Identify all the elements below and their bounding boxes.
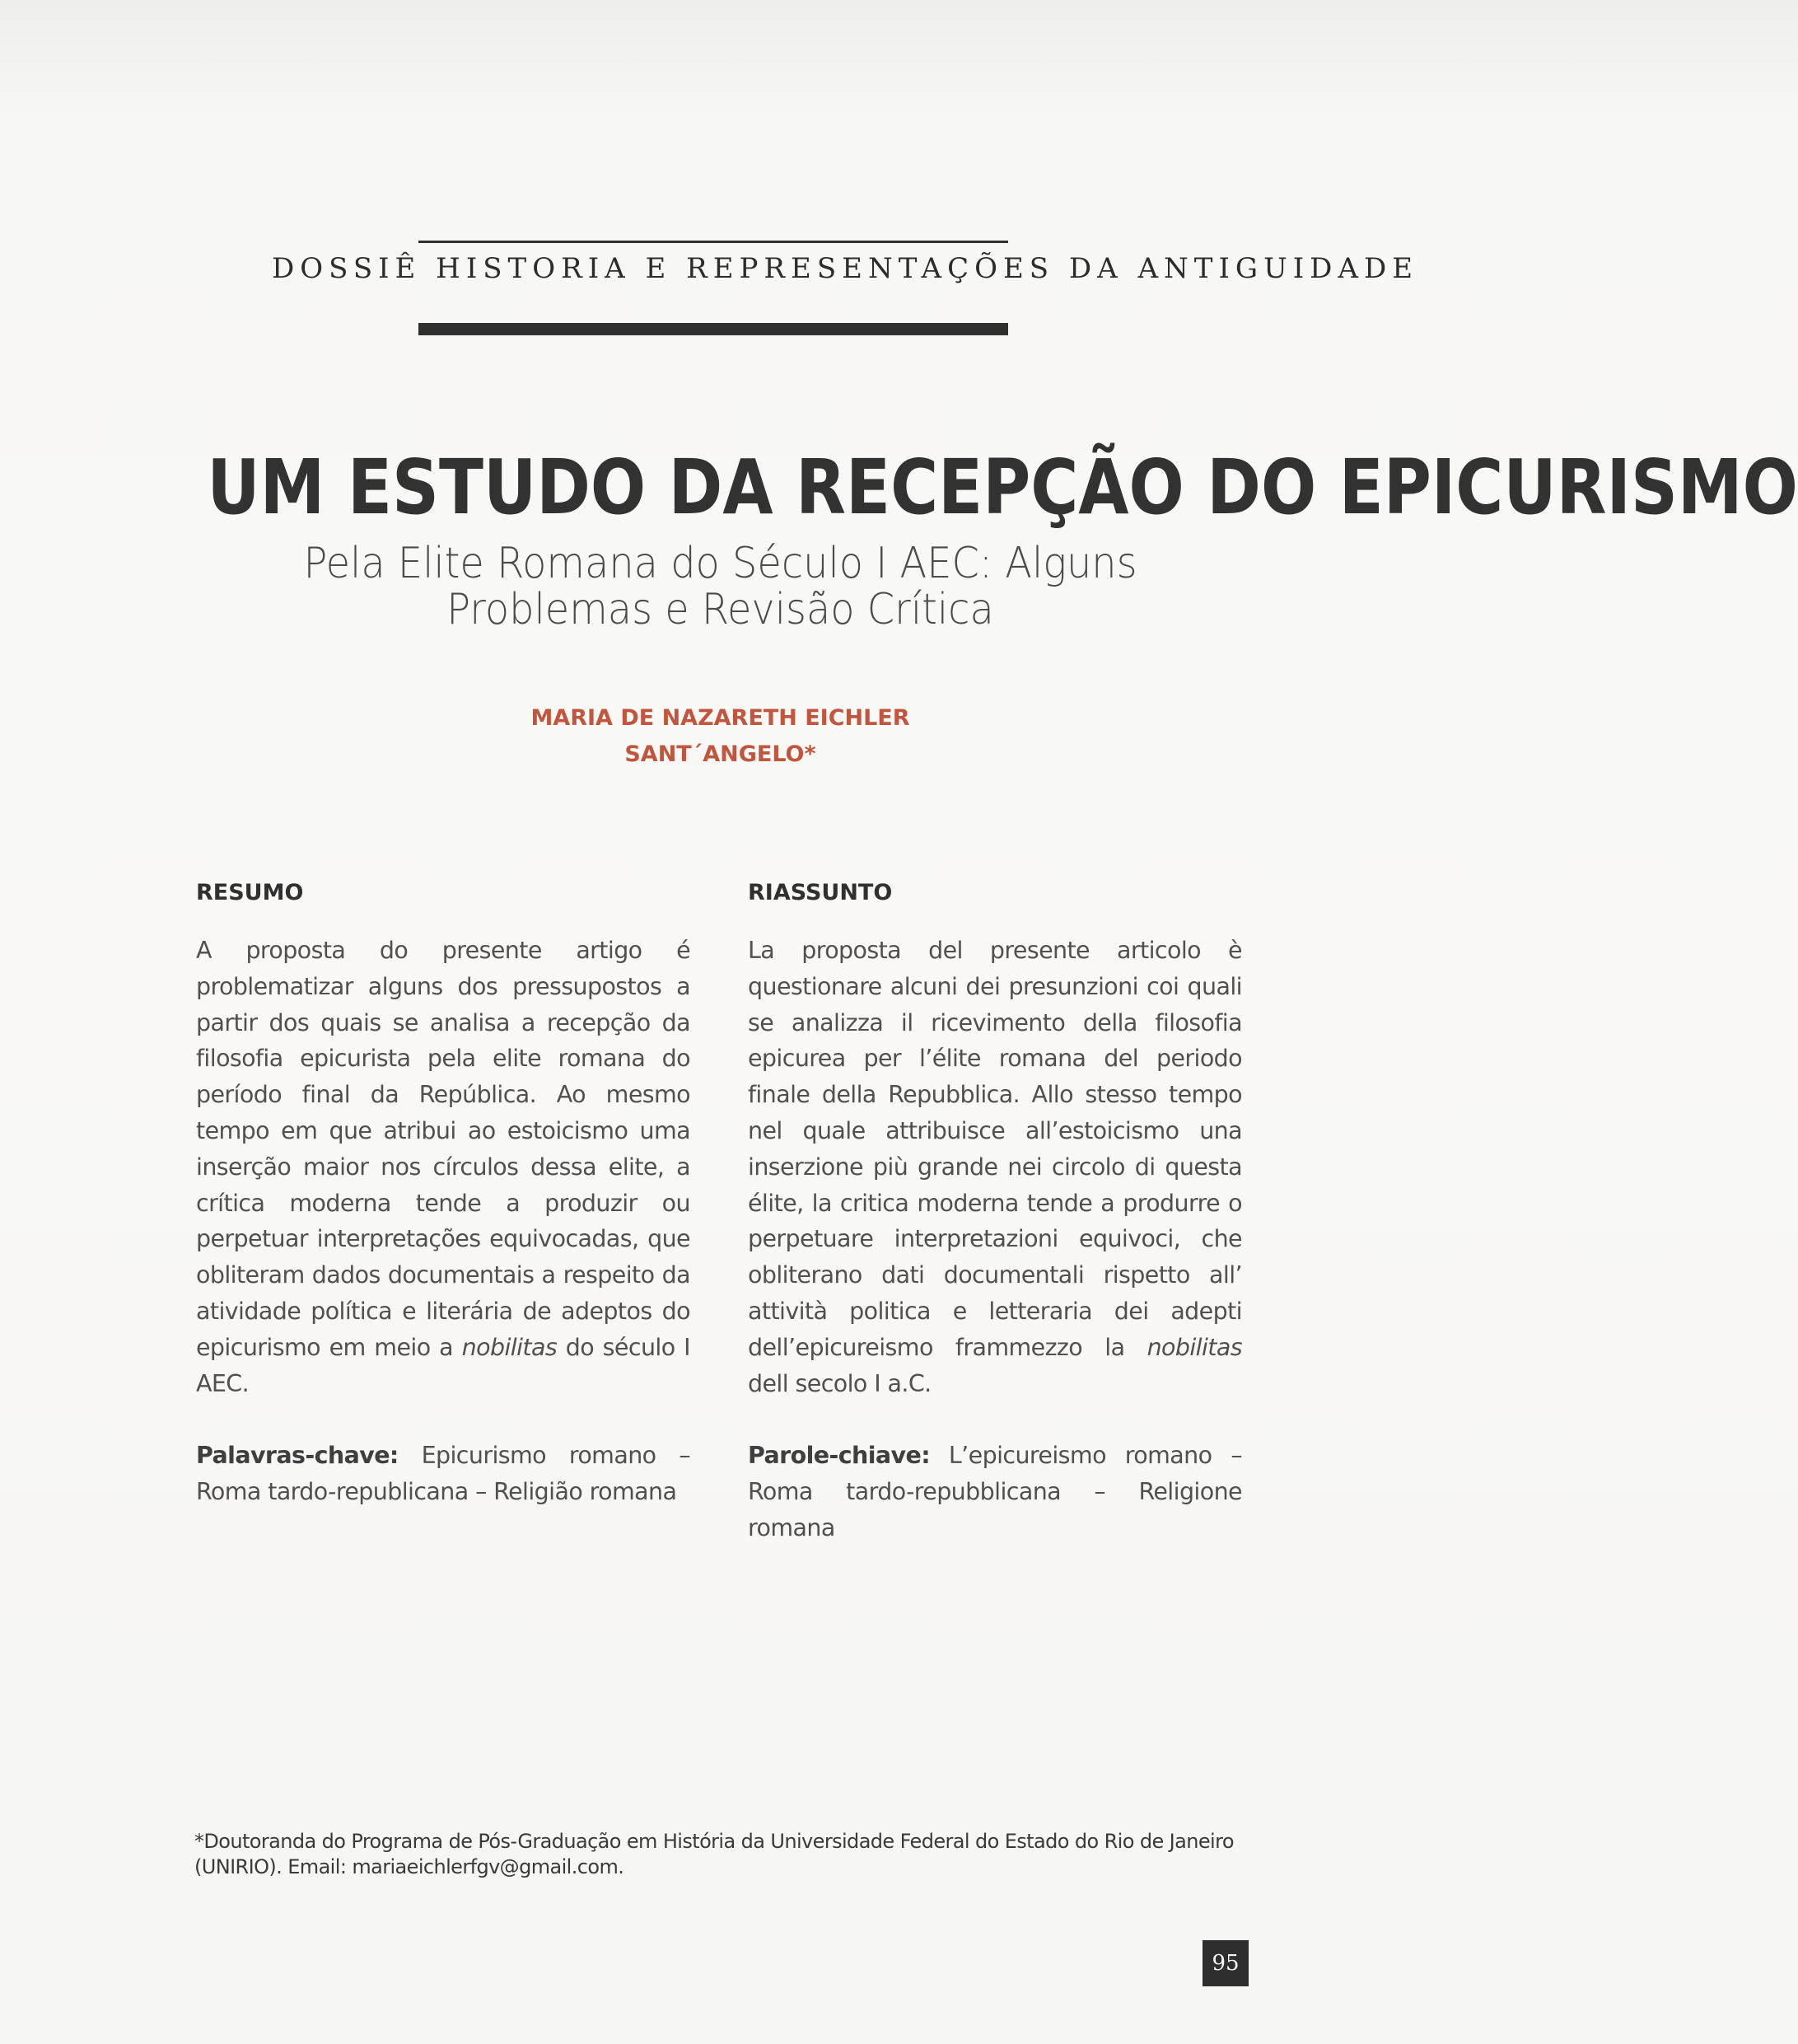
page-number: 95 [1203, 1940, 1249, 1986]
riassunto-body [748, 933, 1242, 1401]
subtitle-line-1: Pela Elite Romana do Século I AEC: Alguns [303, 539, 1137, 588]
riassunto-column [748, 878, 1242, 1546]
resumo-keywords-list: Epicurismo romano – Roma tardo-republicana – Religião romana [196, 1442, 690, 1506]
article-subtitle [171, 540, 1269, 633]
subtitle-line-2: Problemas e Revisão Crítica [446, 585, 994, 634]
riassunto-italic-term: nobilitas [1147, 1333, 1242, 1361]
author-line-2: SANT´ANGELO* [624, 741, 816, 767]
resumo-keywords-label: Palavras-chave: [196, 1442, 399, 1470]
series-rule-top [418, 241, 1008, 243]
series-rule-bottom [418, 323, 1008, 335]
resumo-column [196, 878, 690, 1510]
footnote: *Doutoranda do Programa de Pós-Graduação em História da Universidade Federal do Estado do Rio de Janeiro (UNIRIO). Email: mariaeichlerfgv@gmail.com. [194, 1830, 1234, 1878]
riassunto-text-1: La proposta del presente articolo è questionare alcuni dei presunzioni coi quali se analizza il ricevimento della filosofia epicurea per l’élite romana del periodo finale della Repubblica. Allo stesso tempo nel quale attribuisce all’estoicismo una inserzione più grande nei circolo di questa élite, la critica moderna tende a produrre o perpetuare interpretazioni equivoci, che obliterano dati documentali rispetto all’ attività politica e letteraria dei adepti dell’epicureismo frammezzo la [748, 937, 1242, 1361]
resumo-italic-term: nobilitas [461, 1333, 558, 1361]
riassunto-keywords [748, 1438, 1242, 1546]
article-title: UM ESTUDO DA RECEPÇÃO DO EPICURISMO [207, 443, 1798, 531]
resumo-keywords [196, 1438, 690, 1510]
riassunto-keywords-list: L’epicureismo romano – Roma tardo-repubblicana – Religione romana [748, 1442, 1242, 1541]
author-name [371, 700, 1070, 773]
resumo-text-1: A proposta do presente artigo é problematizar alguns dos pressupostos a partir dos quais se analisa a recepção da filosofia epicurista pela elite romana do período final da República. Ao mesmo tempo em que atribui ao estoicismo uma inserção maior nos círculos dessa elite, a crítica moderna tende a produzir ou perpetuar interpretações equivocadas, que obliteram dados documentais a respeito da atividade política e literária de adeptos do epicurismo em meio a [196, 937, 690, 1361]
riassunto-text-2: dell secolo I a.C. [748, 1369, 932, 1397]
author-line-1: MARIA DE NAZARETH EICHLER [530, 705, 910, 731]
riassunto-heading: RIASSUNTO [748, 880, 893, 905]
resumo-body [196, 933, 690, 1401]
resumo-heading: RESUMO [196, 880, 304, 905]
resumo-text-2: do século I AEC. [196, 1333, 690, 1397]
riassunto-keywords-label: Parole-chiave: [748, 1442, 931, 1470]
series-title: DOSSIÊ HISTORIA E REPRESENTAÇÕES DA ANTIGUIDADE [272, 252, 1419, 285]
